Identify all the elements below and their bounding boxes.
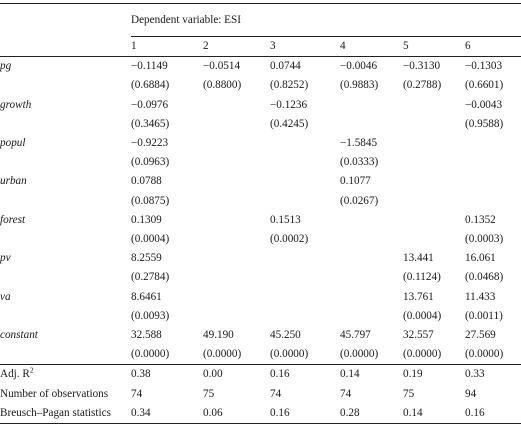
- p-value-cell: [465, 153, 521, 172]
- p-value-row: [0, 268, 521, 287]
- statistic-value: 74: [340, 387, 352, 400]
- p-value-row: [0, 76, 521, 95]
- p-value-cell: [340, 230, 403, 249]
- column-header: 5: [403, 37, 465, 57]
- p-value-stub: [0, 153, 131, 172]
- statistic-value: 94: [465, 387, 477, 400]
- coefficient-cell: 45.797: [340, 329, 371, 342]
- p-value-cell: [203, 307, 270, 326]
- p-value-cell: [403, 115, 465, 134]
- p-value-cell: (0.0004): [131, 233, 170, 246]
- statistic-value: 0.16: [270, 368, 290, 381]
- coefficient-cell: −1.5845: [340, 137, 378, 150]
- variable-name: forest: [0, 213, 26, 226]
- coefficient-cell: 11.433: [465, 290, 496, 303]
- p-value-cell: (0.0000): [203, 345, 270, 365]
- p-value-cell: (0.8252): [270, 79, 309, 92]
- p-value-cell: [403, 153, 465, 172]
- coefficient-cell: 49.190: [203, 329, 234, 342]
- coefficient-cell: 0.1513: [270, 213, 301, 226]
- coefficient-cell: [203, 288, 270, 307]
- coefficient-cell: −0.1236: [270, 98, 308, 111]
- p-value-cell: [203, 153, 270, 172]
- coefficient-cell: [403, 172, 465, 191]
- column-header: 1: [131, 37, 203, 57]
- coefficient-cell: 13.761: [403, 290, 434, 303]
- coefficient-cell: −0.9223: [131, 137, 169, 150]
- p-value-stub: [0, 76, 131, 95]
- coefficient-cell: 0.0744: [270, 60, 301, 73]
- p-value-cell: (0.6601): [465, 79, 504, 92]
- statistic-value: 0.14: [403, 404, 465, 424]
- dependent-variable-row: [0, 4, 521, 37]
- statistic-value: 0.00: [203, 368, 223, 381]
- coefficient-cell: 16.061: [465, 252, 496, 265]
- p-value-cell: (0.9588): [465, 117, 504, 130]
- p-value-cell: (0.0000): [465, 345, 521, 365]
- p-value-stub: [0, 268, 131, 287]
- p-value-stub: [0, 115, 131, 134]
- statistic-label: [0, 404, 131, 424]
- statistic-value: 0.33: [465, 368, 485, 381]
- variable-name: popul: [0, 137, 26, 150]
- coefficient-cell: [203, 172, 270, 191]
- p-value-cell: [203, 268, 270, 287]
- p-value-cell: (0.0000): [403, 345, 465, 365]
- statistic-value: 0.38: [131, 368, 151, 381]
- variable-name: urban: [0, 175, 27, 188]
- p-value-cell: [203, 192, 270, 211]
- coefficient-cell: [340, 288, 403, 307]
- p-value-cell: (0.0000): [340, 345, 403, 365]
- coefficient-cell: 0.1309: [131, 213, 162, 226]
- p-value-stub: [0, 230, 131, 249]
- p-value-cell: (0.9883): [340, 79, 379, 92]
- coefficient-cell: 13.441: [403, 252, 434, 265]
- p-value-cell: [465, 192, 521, 211]
- p-value-cell: [270, 268, 340, 287]
- p-value-cell: (0.0002): [270, 233, 309, 246]
- p-value-cell: [203, 115, 270, 134]
- p-value-cell: (0.0004): [403, 309, 442, 322]
- coefficient-row: [0, 249, 521, 268]
- coefficient-row: [0, 134, 521, 153]
- p-value-cell: (0.0875): [131, 194, 170, 207]
- statistic-value: 0.34: [131, 404, 203, 424]
- coefficient-row: [0, 172, 521, 191]
- stub-header-cell: [0, 37, 131, 57]
- p-value-row: [0, 192, 521, 211]
- variable-name: va: [0, 290, 11, 303]
- statistic-value: 0.16: [270, 404, 340, 424]
- statistics-row: [0, 385, 521, 404]
- p-value-row: [0, 345, 521, 365]
- coefficient-cell: [203, 211, 270, 230]
- statistic-value: 0.19: [403, 368, 423, 381]
- p-value-cell: (0.0468): [465, 271, 504, 284]
- variable-name: pg: [0, 60, 12, 73]
- coefficient-cell: 27.569: [465, 329, 496, 342]
- coefficient-cell: 0.1077: [340, 175, 371, 188]
- statistic-label-text: Adj. R: [0, 368, 30, 381]
- p-value-cell: (0.8800): [203, 79, 242, 92]
- statistic-label-text: Number of observations: [0, 387, 109, 400]
- statistic-value: 0.14: [340, 368, 360, 381]
- coefficient-cell: [203, 96, 270, 115]
- p-value-cell: [203, 230, 270, 249]
- p-value-cell: (0.0333): [340, 156, 379, 169]
- coefficient-cell: [270, 172, 340, 191]
- statistic-value: 75: [203, 387, 215, 400]
- statistics-row: [0, 365, 521, 385]
- column-number-row: [0, 37, 521, 57]
- p-value-cell: [403, 230, 465, 249]
- p-value-cell: (0.0000): [270, 345, 340, 365]
- p-value-cell: [340, 268, 403, 287]
- p-value-cell: [403, 192, 465, 211]
- coefficient-cell: [203, 249, 270, 268]
- coefficient-cell: [270, 249, 340, 268]
- p-value-cell: (0.1124): [403, 271, 441, 284]
- statistic-value: 74: [270, 387, 282, 400]
- coefficient-cell: −0.1303: [465, 60, 503, 73]
- statistic-value: 0.28: [340, 404, 403, 424]
- p-value-stub: [0, 192, 131, 211]
- coefficient-cell: [270, 134, 340, 153]
- coefficient-cell: [403, 211, 465, 230]
- coefficient-cell: [340, 211, 403, 230]
- p-value-cell: (0.3465): [131, 117, 170, 130]
- p-value-stub: [0, 307, 131, 326]
- statistic-label-superscript: 2: [29, 365, 34, 375]
- p-value-row: [0, 153, 521, 172]
- column-header: 3: [270, 37, 340, 57]
- coefficient-cell: −0.0976: [131, 98, 169, 111]
- coefficient-cell: [203, 134, 270, 153]
- coefficient-cell: [465, 134, 521, 153]
- coefficient-cell: −0.0046: [340, 60, 378, 73]
- coefficient-cell: [465, 172, 521, 191]
- coefficient-row: [0, 326, 521, 345]
- coefficient-cell: 0.0788: [131, 175, 162, 188]
- statistic-label: [0, 365, 131, 385]
- statistic-value: 75: [403, 387, 415, 400]
- column-header: 4: [340, 37, 403, 57]
- coefficient-cell: [340, 249, 403, 268]
- coefficient-cell: [340, 96, 403, 115]
- p-value-cell: [340, 115, 403, 134]
- variable-name: growth: [0, 98, 32, 111]
- p-value-cell: [270, 192, 340, 211]
- statistic-label: [0, 385, 131, 404]
- coefficient-cell: −0.1149: [131, 60, 168, 73]
- coefficient-cell: 8.6461: [131, 290, 162, 303]
- p-value-cell: (0.6884): [131, 79, 170, 92]
- statistic-value: 74: [131, 387, 143, 400]
- p-value-stub: [0, 345, 131, 365]
- coefficient-row: [0, 288, 521, 307]
- coefficient-cell: −0.0514: [203, 60, 241, 73]
- p-value-cell: (0.0003): [465, 233, 504, 246]
- p-value-cell: [270, 153, 340, 172]
- p-value-cell: [270, 307, 340, 326]
- p-value-cell: [340, 307, 403, 326]
- p-value-cell: (0.0093): [131, 309, 170, 322]
- coefficient-cell: 32.588: [131, 329, 162, 342]
- coefficient-row: [0, 211, 521, 230]
- statistics-row: [0, 404, 521, 424]
- coefficient-cell: 45.250: [270, 329, 301, 342]
- coefficient-row: [0, 96, 521, 115]
- p-value-cell: (0.0963): [131, 156, 170, 169]
- statistic-value: 0.06: [203, 404, 270, 424]
- p-value-cell: (0.2788): [403, 79, 442, 92]
- p-value-cell: (0.0011): [465, 309, 503, 322]
- p-value-row: [0, 230, 521, 249]
- p-value-cell: (0.4245): [270, 117, 309, 130]
- coefficient-cell: 0.1352: [465, 213, 496, 226]
- statistic-label-text: Breusch–Pagan statistics: [0, 406, 111, 419]
- regression-table: [0, 3, 521, 424]
- coefficient-row: [0, 57, 521, 77]
- variable-name: pv: [0, 252, 11, 265]
- variable-name: constant: [0, 329, 38, 342]
- coefficient-cell: [270, 288, 340, 307]
- p-value-row: [0, 115, 521, 134]
- coefficient-cell: −0.0043: [465, 98, 503, 111]
- p-value-cell: (0.2784): [131, 271, 170, 284]
- stub-header-cell: [0, 4, 131, 37]
- column-header: 2: [203, 37, 270, 57]
- coefficient-cell: [403, 134, 465, 153]
- column-header: 6: [465, 37, 521, 57]
- coefficient-cell: 8.2559: [131, 252, 162, 265]
- p-value-cell: (0.0267): [340, 194, 379, 207]
- dependent-variable-label: Dependent variable: ESI: [131, 4, 521, 37]
- coefficient-cell: [403, 96, 465, 115]
- p-value-cell: (0.0000): [131, 345, 203, 365]
- coefficient-cell: 32.557: [403, 329, 434, 342]
- statistic-value: 0.16: [465, 404, 521, 424]
- coefficient-cell: −0.3130: [403, 60, 441, 73]
- p-value-row: [0, 307, 521, 326]
